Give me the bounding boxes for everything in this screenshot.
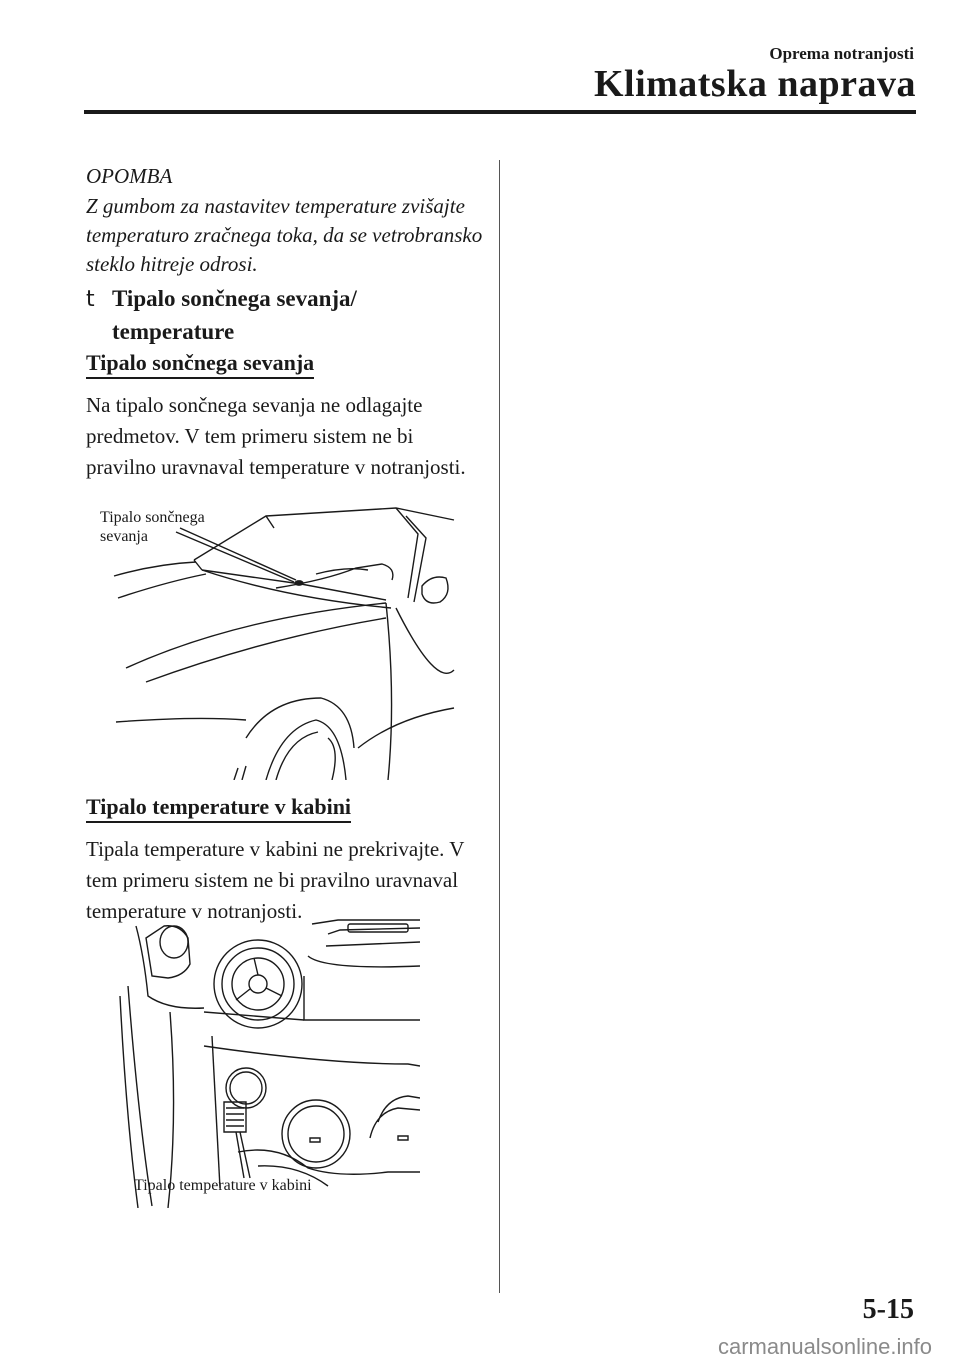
solar-sensor-heading: Tipalo sončnega sevanja: [86, 350, 314, 379]
page-number: 5-15: [862, 1294, 914, 1325]
running-header-chapter: Klimatska naprava: [593, 63, 916, 105]
section-title: Tipalo sončnega sevanja/ temperature: [112, 286, 357, 344]
watermark: carmanualsonline.info: [717, 1334, 932, 1359]
note-label: OPOMBA: [86, 164, 173, 188]
running-header-section: Oprema notranjosti: [769, 44, 914, 63]
section-bullet-icon: t: [86, 287, 95, 312]
solar-sensor-caption: Tipalo sončnega sevanja: [100, 509, 205, 545]
solar-sensor-text: Na tipalo sončnega sevanja ne odlagajte predmetov. V tem primeru sistem ne bi pravilno uravnaval temperature v notranjosti.: [86, 393, 466, 479]
cabin-sensor-text: Tipala temperature v kabini ne prekrivajte. V tem primeru sistem ne bi pravilno uravnaval temperature v notranjosti.: [86, 837, 465, 923]
cabin-sensor-caption: Tipalo temperature v kabini: [134, 1177, 312, 1194]
cabin-sensor-heading: Tipalo temperature v kabini: [86, 794, 351, 823]
header-rule: [84, 110, 916, 114]
column-divider: [499, 160, 500, 1293]
cabin-sensor-illustration: [108, 916, 420, 1208]
note-text: Z gumbom za nastavitev temperature zvišajte temperaturo zračnega toka, da se vetrobransko steklo hitreje odrosi.: [86, 194, 483, 276]
